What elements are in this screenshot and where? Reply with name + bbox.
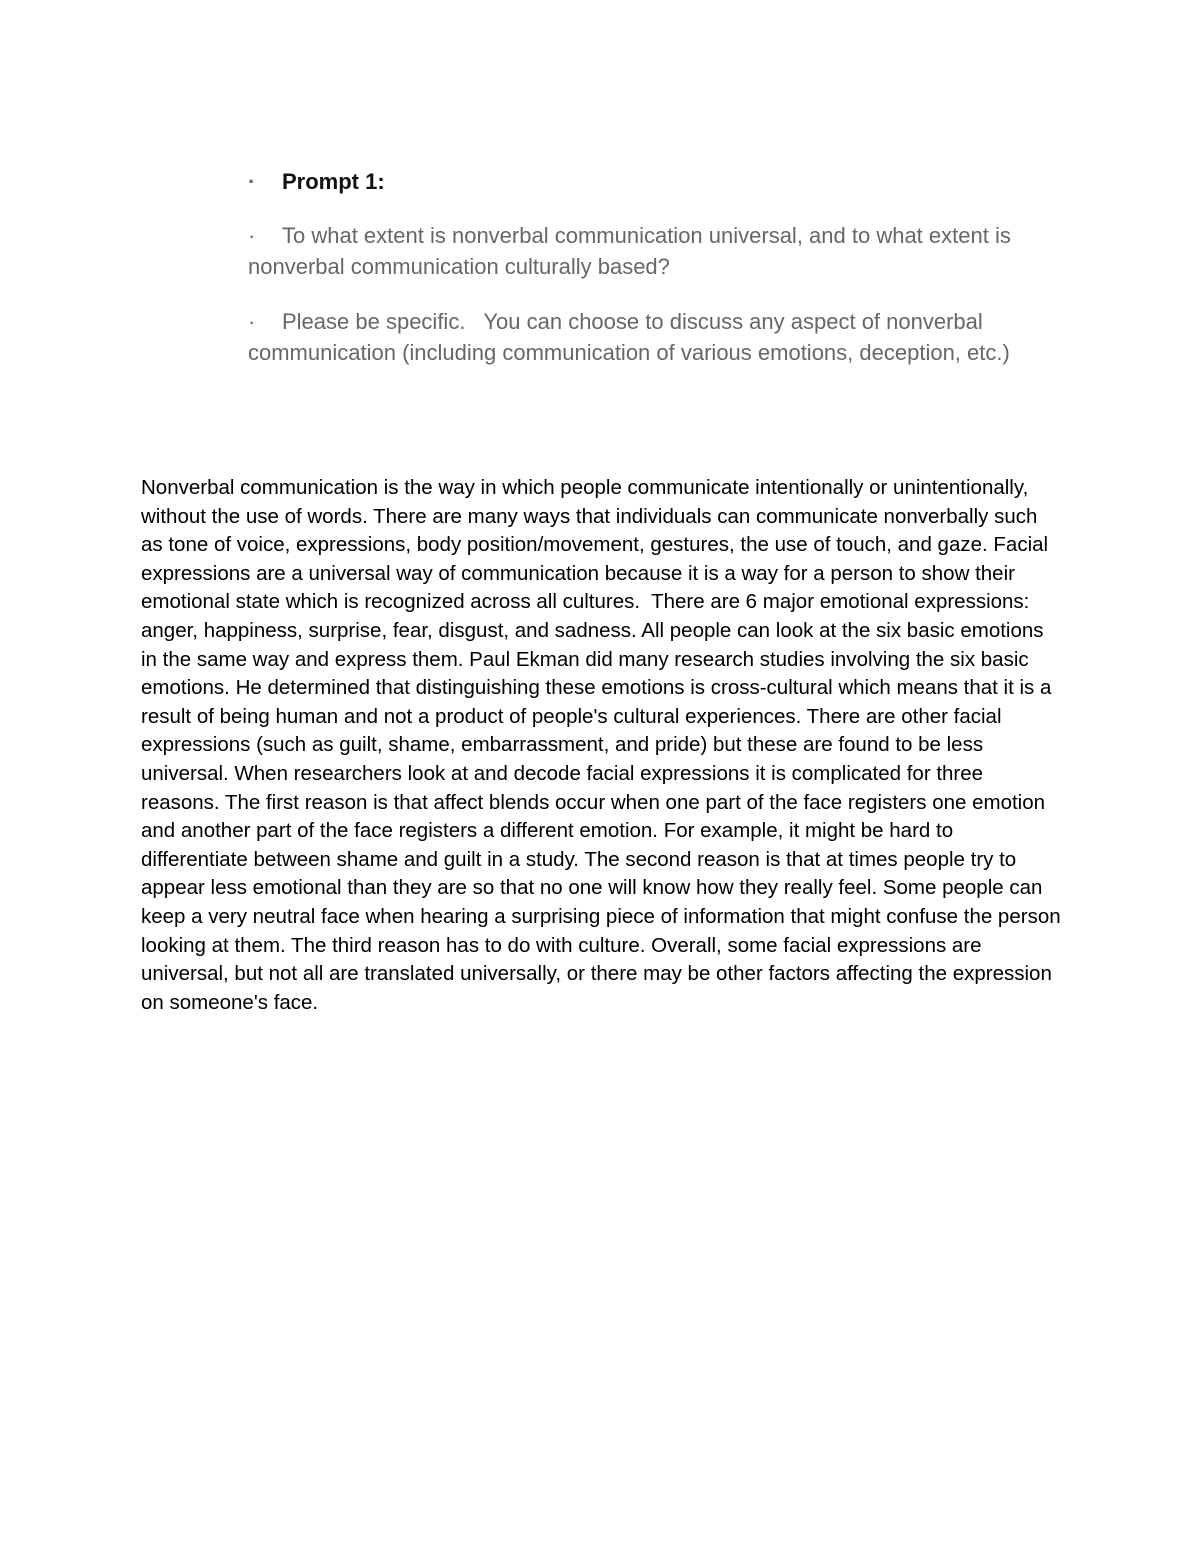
answer-paragraph: Nonverbal communication is the way in which people communicate intentionally or unintentionally, without the use of words. There are many ways that individuals can communicate nonverbally such as tone of voice, expressions, body position/movement, gestures, the use of touch, and gaze. Facial expressions are a universal way of communication because it is a way for a person to show their emotional state which is recognized across all cultures. There are 6 major emotional expressions: anger, happiness, surprise, fear, disgust, and sadness. All people can look at the six basic emotions in the same way and express them. Paul Ekman did many research studies involving the six basic emotions. He determined that distinguishing these emotions is cross-cultural which means that it is a result of being human and not a product of people's cultural experiences. There are other facial expressions (such as guilt, shame, embarrassment, and pride) but these are found to be less universal. When researchers look at and decode facial expressions it is complicated for three reasons. The first reason is that affect blends occur when one part of the face registers one emotion and another part of the face registers a different emotion. For example, it might be hard to differentiate between shame and guilt in a study. The second reason is that at times people try to appear less emotional than they are so that no one will know how they really feel. Some people can keep a very neutral face when hearing a surprising piece of information that might confuse the person looking at them. The third reason has to do with culture. Overall, some facial expressions are universal, but not all are translated universally, or there may be other factors affecting the expression on someone's face. — [141, 476, 1067, 1014]
bullet-icon: · — [248, 223, 256, 248]
prompt-instruction-text: Please be specific. You can choose to discuss any aspect of nonverbal communication (including communication of various emotions, deception, etc.) — [248, 309, 1010, 365]
bullet-icon: · — [248, 309, 256, 334]
prompt-heading — [248, 166, 1048, 197]
prompt-question — [248, 220, 1048, 282]
prompt-instruction — [248, 306, 1048, 368]
prompt-list — [248, 166, 1048, 392]
prompt-question-text: To what extent is nonverbal communication universal, and to what extent is nonverbal communication culturally based? — [248, 223, 1011, 279]
bullet-icon: · — [248, 169, 256, 194]
prompt-heading-label: Prompt 1: — [282, 169, 385, 194]
